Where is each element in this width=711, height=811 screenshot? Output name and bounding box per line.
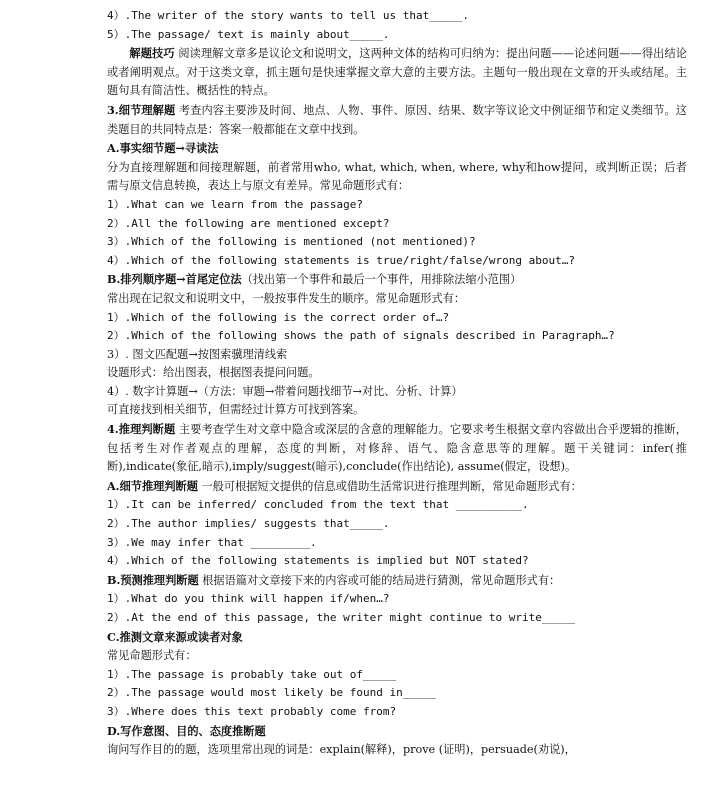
paragraph-29 [107, 647, 687, 666]
section-heading: A.事实细节题→寻读法 [107, 141, 219, 156]
question-item-7 [107, 196, 687, 215]
line-text: 常出现在记叙文和说明文中，一般按事件发生的顺序。常见命题形式有： [107, 291, 466, 305]
line-text: 询问写作目的的题，选项里常出现的词是：explain(解释)，prove (证明)，persuade(劝说)， [107, 743, 576, 757]
line-text: 1）.What do you think will happen if/when…? [107, 592, 390, 606]
question-item-8 [107, 215, 687, 234]
line-text: 5）.The passage/ text is mainly about_____. [107, 27, 390, 41]
section-heading: B.预测推理判断题 [107, 572, 199, 587]
paragraph-19 [107, 420, 687, 477]
question-item-10 [107, 252, 687, 271]
question-item-23 [107, 534, 687, 553]
line-text: 考查内容主要涉及时间、地点、人物、事件、原因、结果、数字等议论文中例证细节和定义类细节。这类题目的共同特点是：答案一般都能在文章中找到。 [107, 103, 687, 136]
paragraph-12 [107, 290, 687, 309]
line-text: 2）.The passage would most likely be found in_____ [107, 686, 436, 700]
section-heading: A.细节推理判断题 [107, 478, 198, 493]
question-item-32 [107, 703, 687, 722]
line-text: 2）.Which of the following shows the path of signals described in Paragraph…? [107, 329, 615, 343]
line-text: 分为直接理解题和间接理解题，前者常用who, what, which, when, where, why和how提问，或判断正误；后者需与原文信息转换，表达上与原文有差异。常见命题形式有： [107, 160, 687, 193]
question-item-24 [107, 552, 687, 571]
paragraph-11 [107, 270, 687, 290]
line-text: 2）.At the end of this passage, the writer might continue to write_____ [107, 611, 575, 624]
paragraph-3 [107, 44, 687, 101]
question-item-31 [107, 684, 687, 703]
question-item-21 [107, 496, 687, 515]
line-text: 1）.It can be inferred/ concluded from the text that __________. [107, 498, 529, 512]
line-text: 4）.The writer of the story wants to tell us that_____. [107, 9, 469, 22]
line-text: 一般可根据短文提供的信息或借助生活常识进行推理判断，常见命题形式有： [197, 479, 582, 493]
section-heading: B.排列顺序题→首尾定位法 [107, 272, 242, 287]
question-item-26 [107, 590, 687, 609]
paragraph-25 [107, 571, 687, 591]
paragraph-4 [107, 101, 687, 139]
line-text: 3）. 图文匹配题→按图索骥理清线索 [107, 347, 288, 361]
question-item-27 [107, 609, 687, 628]
line-text: 4）.Which of the following statements is implied but NOT stated? [107, 554, 529, 568]
paragraph-17 [107, 383, 687, 402]
question-item-1 [107, 7, 687, 26]
section-heading: C.推测文章来源或读者对象 [107, 629, 243, 644]
paragraph-34 [107, 741, 687, 760]
line-text: 1）.What can we learn from the passage? [107, 197, 364, 211]
paragraph-33 [107, 722, 687, 742]
document-body [107, 7, 687, 760]
line-text: 3）.Where does this text probably come from? [107, 704, 397, 718]
line-text: 常见命题形式有： [107, 649, 197, 663]
line-text: 可直接找到相关细节，但需经过计算方可找到答案。 [107, 403, 365, 417]
question-item-30 [107, 666, 687, 685]
line-text: 2）.The author implies/ suggests that_____. [107, 517, 390, 531]
line-text: 3）.We may infer that _________. [107, 535, 317, 549]
line-text: （找出第一个事件和最后一个事件，用排除法缩小范围） [241, 273, 522, 287]
question-item-2 [107, 26, 687, 45]
section-heading: 解题技巧 [129, 46, 175, 61]
section-heading: 3.细节理解题 [107, 102, 176, 117]
section-heading: D.写作意图、目的、态度推断题 [107, 723, 266, 738]
question-item-13 [107, 309, 687, 328]
paragraph-5 [107, 139, 687, 159]
question-item-22 [107, 515, 687, 534]
paragraph-20 [107, 477, 687, 497]
line-text: 4）. 数字计算题→（方法：审题→带着问题找细节→对比、分析、计算） [107, 384, 463, 398]
line-text: 阅读理解文章多是议论文和说明文，这两种文体的结构可归纳为：提出问题——论述问题——得出结论或者阐明观点。对于这类文章，抓主题句是快速掌握文章大意的主要方法。主题句一般出现在文章的开头或结尾。主题句具有简洁性、概括性的特点。 [107, 47, 687, 98]
line-text: 设题形式：给出图表，根据图表提问问题。 [107, 366, 320, 380]
paragraph-15 [107, 346, 687, 365]
line-text: 2）.All the following are mentioned except? [107, 216, 390, 230]
question-item-9 [107, 233, 687, 252]
section-heading: 4.推理判断题 [107, 422, 176, 437]
line-text: 主要考查学生对文章中隐含或深层的含意的理解能力。它要求考生根据文章内容做出合乎逻辑的推断，包括考生对作者观点的理解，态度的判断，对修辞、语气、隐含意思等的理解。题干关键词：infer(推断),indicate(象征,暗示),imply/suggest(暗示),conclude(作出结论), assume(假定，设想)。 [107, 423, 687, 474]
paragraph-18 [107, 401, 687, 420]
line-text: 根据语篇对文章接下来的内容或可能的结局进行猜测，常见命题形式有： [198, 573, 561, 587]
question-item-14 [107, 327, 687, 346]
line-text: 4）.Which of the following statements is true/right/false/wrong about…? [107, 253, 575, 267]
line-text: 1）.Which of the following is the correct order of…? [107, 310, 450, 324]
paragraph-16 [107, 364, 687, 383]
paragraph-28 [107, 628, 687, 648]
line-text: 1）.The passage is probably take out of_____ [107, 667, 397, 681]
line-text: 3）.Which of the following is mentioned (not mentioned)? [107, 235, 476, 249]
paragraph-6 [107, 159, 687, 196]
